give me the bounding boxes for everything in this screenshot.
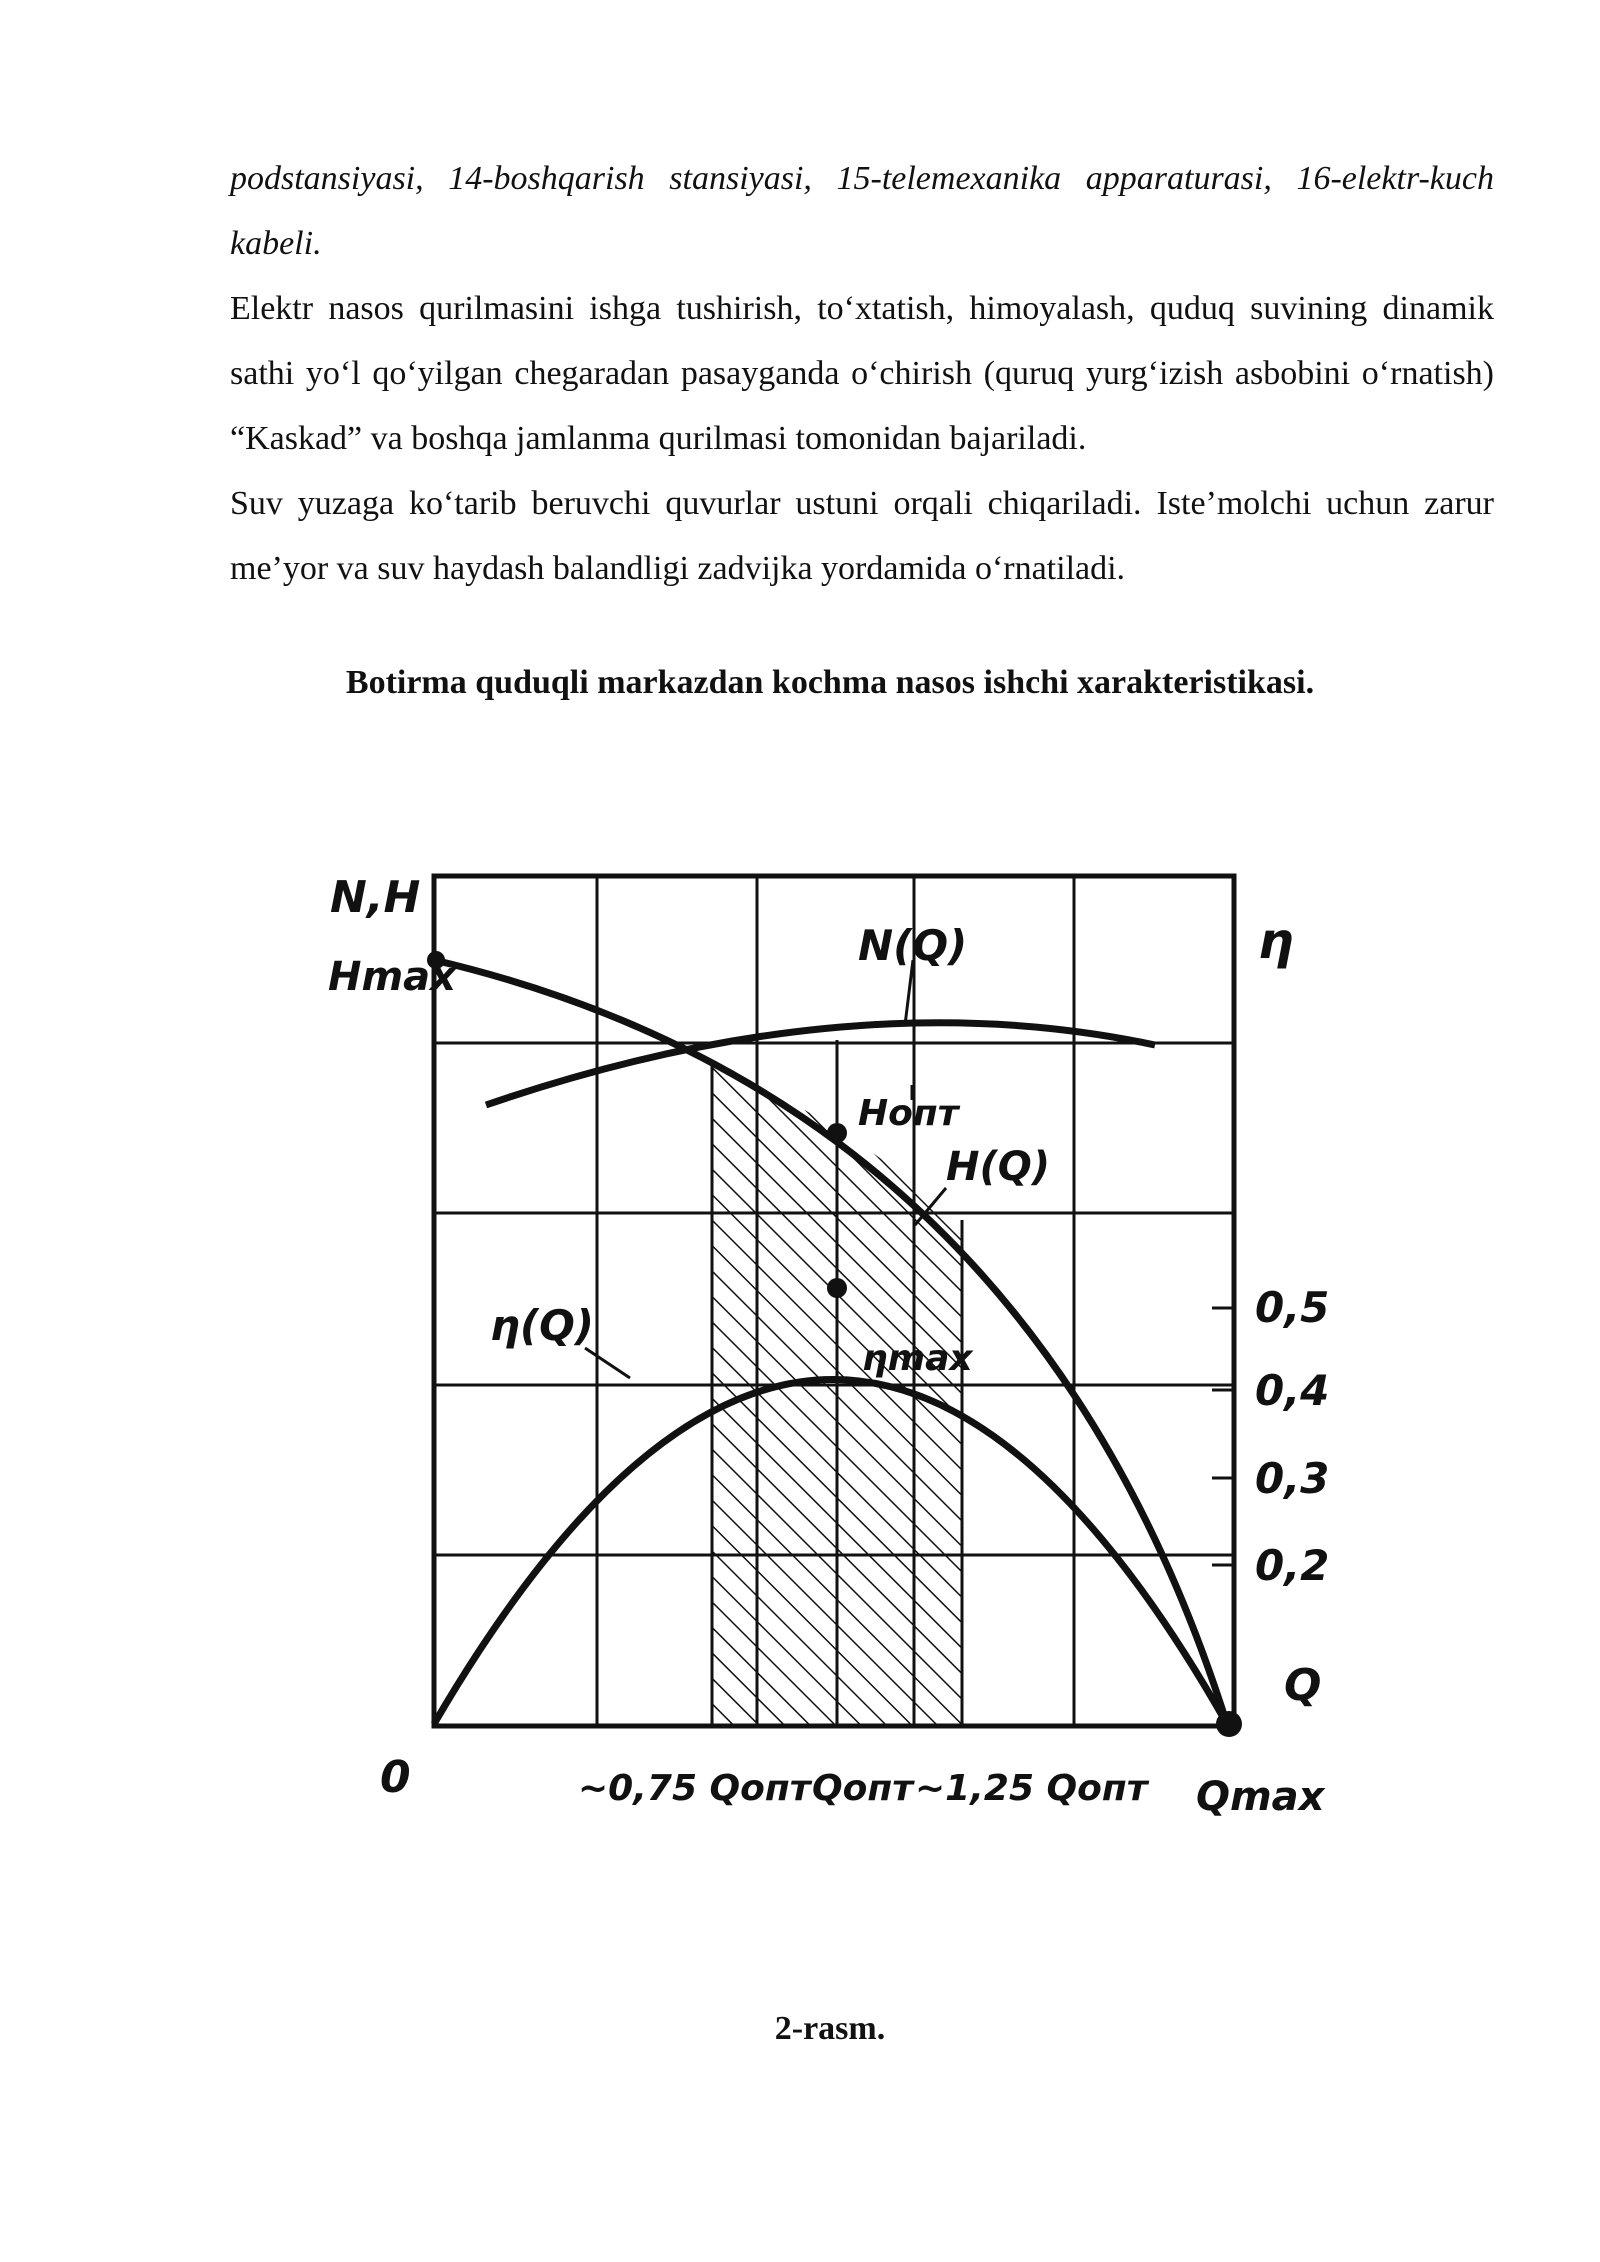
right-tick-04: 0,4 — [1255, 1366, 1330, 1415]
label-h-opt: Hопт — [858, 1093, 959, 1134]
figure-caption: 2-rasm. — [774, 2010, 886, 2047]
label-H-curve: H(Q) — [946, 1144, 1051, 1190]
right-tick-02: 0,2 — [1255, 1541, 1330, 1590]
x-tick-125-qopt: ~1,25 Qопт — [915, 1768, 1148, 1809]
x-axis-label: Q — [1284, 1660, 1322, 1711]
marker-qmax — [1216, 1711, 1242, 1737]
leader-eta — [585, 1348, 630, 1378]
paragraph-water-output: Suv yuzaga ko‘tarib beruvchi quvurlar ustuni orqali chiqariladi. Iste’molchi uchun zarur me’yor va suv haydash balandligi zadvijka yordamida o‘rnatiladi. — [230, 485, 1494, 587]
figure-heading: Botirma quduqli markazdan kochma nasos ishchi xarakteristikasi. — [345, 664, 1315, 701]
right-axis-label: η — [1258, 912, 1294, 970]
label-eta-curve: η(Q) — [490, 1301, 594, 1350]
marker-hopt — [827, 1123, 847, 1143]
left-axis-label: N,H — [330, 872, 421, 923]
x-tick-qmax: Qmax — [1196, 1774, 1325, 1820]
marker-eta-max — [827, 1278, 847, 1298]
hmax-label: Hmax — [328, 954, 456, 1000]
origin-label: 0 — [380, 1752, 411, 1803]
right-tick-03: 0,3 — [1255, 1454, 1330, 1503]
paragraph-continuation: podstansiyasi, 14-boshqarish stansiyasi, 15-telemexanika apparaturasi, 16-elektr-kuch kabeli. — [230, 160, 1494, 262]
x-tick-qopt: Qопт — [812, 1768, 914, 1809]
right-tick-05: 0,5 — [1255, 1283, 1330, 1332]
label-N-curve: N(Q) — [858, 921, 968, 970]
x-tick-075-qopt: ~0,75 Qопт — [578, 1768, 811, 1809]
paragraph-control: Elektr nasos qurilmasini ishga tushirish, to‘xtatish, himoyalash, quduq suvining dinamik sathi yo‘l qo‘yilgan chegaradan pasayganda o‘chirish (quruq yurg‘izish asbobini o‘rnatish) “Kaskad” va boshqa jamlanma qurilmasi tomonidan bajariladi. — [230, 290, 1494, 457]
label-eta-max: ηmax — [862, 1338, 973, 1379]
power-curve-N — [486, 1023, 1155, 1105]
